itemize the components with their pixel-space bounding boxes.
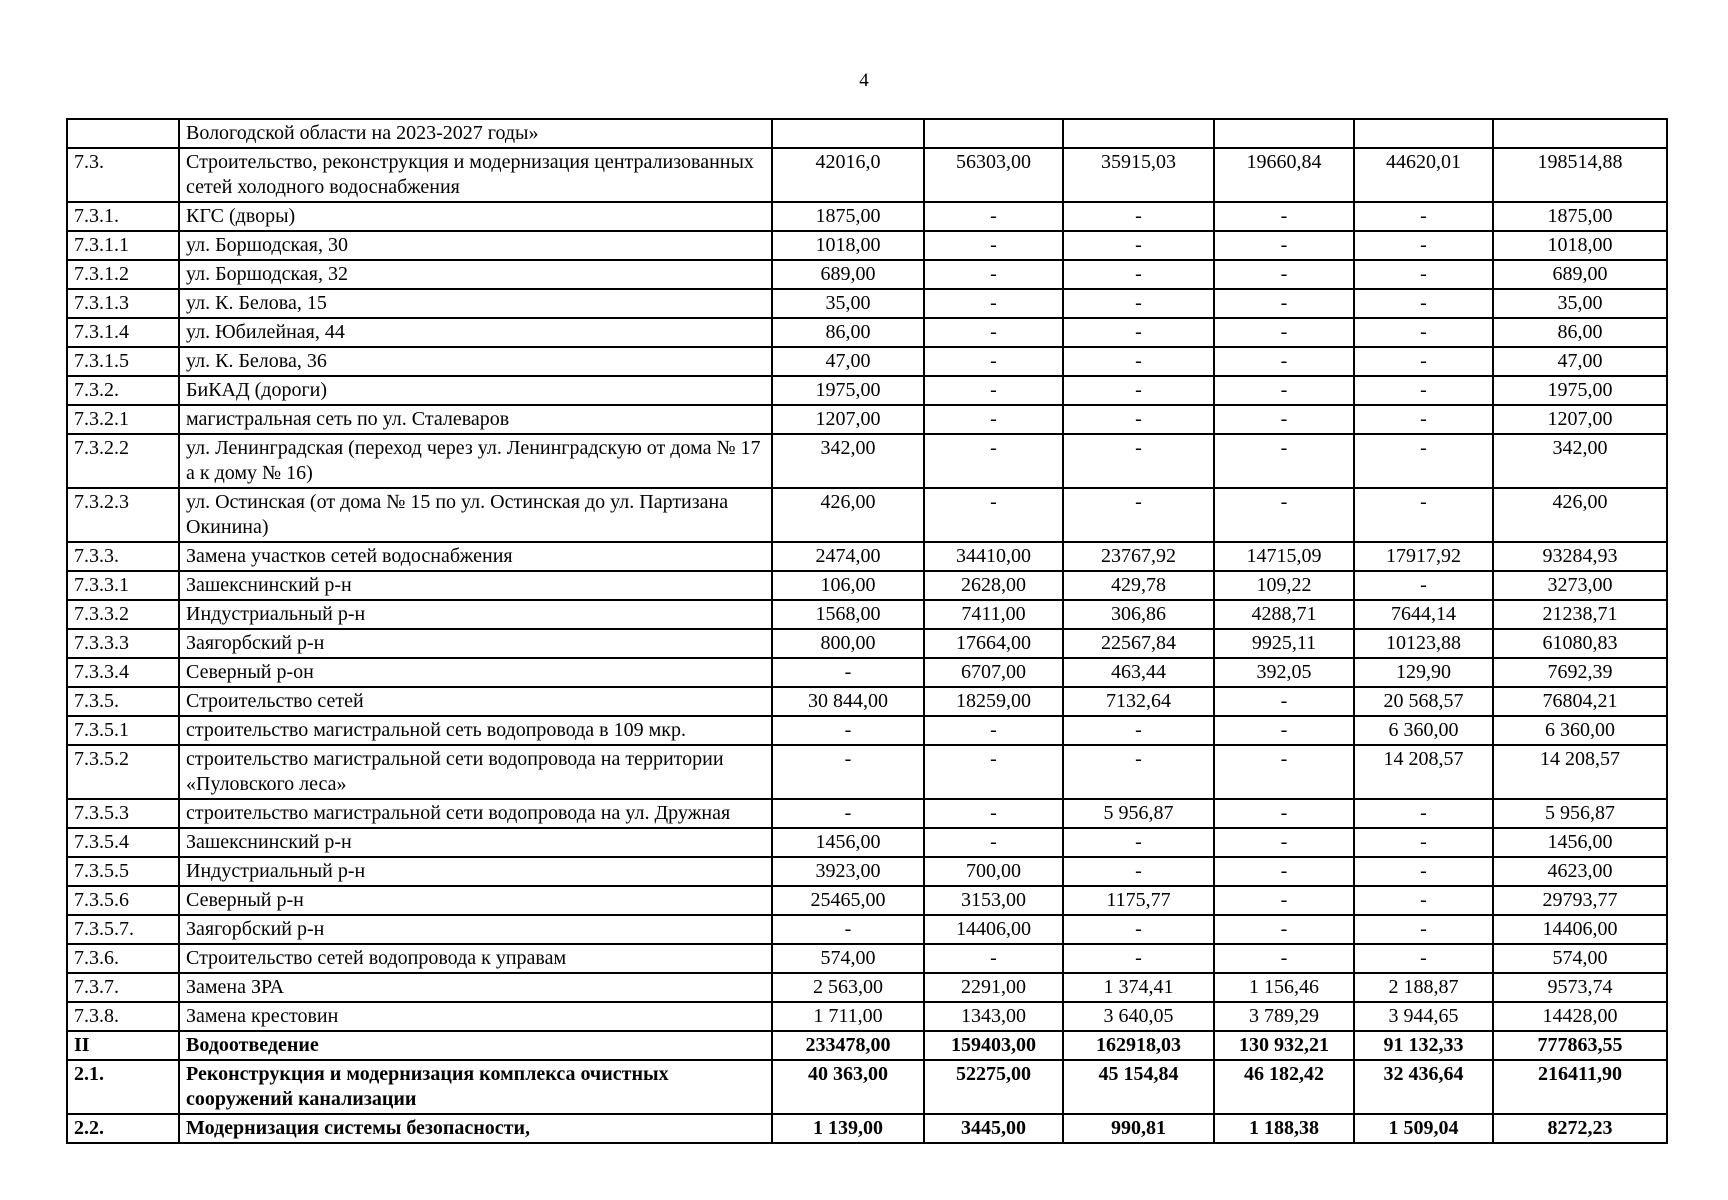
table-row — [67, 1114, 1667, 1143]
row-number-cell: 7.3.3.1 — [67, 571, 179, 600]
value-cell: 14428,00 — [1493, 1002, 1667, 1031]
value-cell: - — [1354, 231, 1493, 260]
value-cell: 3273,00 — [1493, 571, 1667, 600]
value-cell: 2 563,00 — [772, 973, 924, 1002]
row-number-cell: 7.3.1.2 — [67, 260, 179, 289]
row-name-cell: ул. Боршодская, 32 — [179, 260, 772, 289]
value-cell: 3153,00 — [924, 886, 1063, 915]
table-row — [67, 231, 1667, 260]
table-row — [67, 571, 1667, 600]
value-cell: 1 374,41 — [1063, 973, 1214, 1002]
row-name-cell: Строительство, реконструкция и модернизация централизованных сетей холодного водоснабжения — [179, 148, 772, 202]
row-number-cell: 7.3.2.2 — [67, 434, 179, 488]
row-number-cell: 7.3.5.6 — [67, 886, 179, 915]
value-cell: 86,00 — [1493, 318, 1667, 347]
value-cell: 3 944,65 — [1354, 1002, 1493, 1031]
table-row — [67, 716, 1667, 745]
value-cell: 3 789,29 — [1214, 1002, 1354, 1031]
value-cell: - — [1063, 405, 1214, 434]
value-cell: 9925,11 — [1214, 629, 1354, 658]
value-cell: 6 360,00 — [1493, 716, 1667, 745]
value-cell: 2 188,87 — [1354, 973, 1493, 1002]
value-cell: 1875,00 — [772, 202, 924, 231]
value-cell: 6 360,00 — [1354, 716, 1493, 745]
value-cell: - — [772, 915, 924, 944]
value-cell: 1018,00 — [772, 231, 924, 260]
value-cell: - — [1063, 716, 1214, 745]
value-cell: 32 436,64 — [1354, 1060, 1493, 1114]
value-cell — [1354, 119, 1493, 148]
row-name-cell: ул. Остинская (от дома № 15 по ул. Остинская до ул. Партизана Окинина) — [179, 488, 772, 542]
value-cell: 392,05 — [1214, 658, 1354, 687]
value-cell: 426,00 — [1493, 488, 1667, 542]
value-cell: - — [1214, 886, 1354, 915]
value-cell: 777863,55 — [1493, 1031, 1667, 1060]
table-row — [67, 973, 1667, 1002]
value-cell: 29793,77 — [1493, 886, 1667, 915]
value-cell: - — [1354, 405, 1493, 434]
value-cell: - — [924, 745, 1063, 799]
row-number-cell: II — [67, 1031, 179, 1060]
row-number-cell: 7.3.5.5 — [67, 857, 179, 886]
table-row — [67, 289, 1667, 318]
value-cell: 1 139,00 — [772, 1114, 924, 1143]
value-cell: 47,00 — [1493, 347, 1667, 376]
row-number-cell: 7.3.1.3 — [67, 289, 179, 318]
table-row — [67, 347, 1667, 376]
value-cell: 8272,23 — [1493, 1114, 1667, 1143]
value-cell: 1975,00 — [1493, 376, 1667, 405]
row-number-cell: 7.3.1.5 — [67, 347, 179, 376]
value-cell: - — [1354, 260, 1493, 289]
value-cell: 130 932,21 — [1214, 1031, 1354, 1060]
value-cell: 19660,84 — [1214, 148, 1354, 202]
value-cell: 1568,00 — [772, 600, 924, 629]
value-cell: - — [1354, 347, 1493, 376]
table-row — [67, 799, 1667, 828]
value-cell: 35915,03 — [1063, 148, 1214, 202]
value-cell: 10123,88 — [1354, 629, 1493, 658]
value-cell: 689,00 — [772, 260, 924, 289]
value-cell: - — [924, 434, 1063, 488]
value-cell: - — [924, 231, 1063, 260]
value-cell: 700,00 — [924, 857, 1063, 886]
value-cell: - — [1354, 571, 1493, 600]
row-number-cell: 7.3.2.1 — [67, 405, 179, 434]
value-cell: 1 156,46 — [1214, 973, 1354, 1002]
value-cell: 1207,00 — [1493, 405, 1667, 434]
value-cell: 342,00 — [1493, 434, 1667, 488]
value-cell: - — [924, 318, 1063, 347]
row-name-cell: строительство магистральной сети водопровода на ул. Дружная — [179, 799, 772, 828]
value-cell: - — [1063, 434, 1214, 488]
table-row — [67, 318, 1667, 347]
page-number: 4 — [859, 70, 869, 91]
value-cell: 1456,00 — [1493, 828, 1667, 857]
value-cell: - — [1214, 915, 1354, 944]
value-cell: 574,00 — [1493, 944, 1667, 973]
row-number-cell: 7.3.5. — [67, 687, 179, 716]
value-cell: - — [1354, 318, 1493, 347]
value-cell: 1975,00 — [772, 376, 924, 405]
row-name-cell: Заягорбский р-н — [179, 629, 772, 658]
value-cell: 21238,71 — [1493, 600, 1667, 629]
value-cell: - — [1063, 488, 1214, 542]
value-cell: - — [1354, 202, 1493, 231]
table-row — [67, 1031, 1667, 1060]
value-cell: 1343,00 — [924, 1002, 1063, 1031]
value-cell: - — [1063, 915, 1214, 944]
value-cell: 22567,84 — [1063, 629, 1214, 658]
row-number-cell: 2.1. — [67, 1060, 179, 1114]
value-cell: - — [1063, 202, 1214, 231]
value-cell: 233478,00 — [772, 1031, 924, 1060]
row-number-cell: 7.3.2.3 — [67, 488, 179, 542]
value-cell: 35,00 — [772, 289, 924, 318]
value-cell: - — [772, 745, 924, 799]
value-cell: - — [1354, 799, 1493, 828]
value-cell: 162918,03 — [1063, 1031, 1214, 1060]
row-number-cell: 7.3.3.4 — [67, 658, 179, 687]
table-row — [67, 434, 1667, 488]
value-cell: - — [924, 376, 1063, 405]
table-row — [67, 944, 1667, 973]
row-name-cell: ул. Боршодская, 30 — [179, 231, 772, 260]
value-cell: - — [924, 405, 1063, 434]
value-cell: 1 711,00 — [772, 1002, 924, 1031]
row-name-cell: Заягорбский р-н — [179, 915, 772, 944]
value-cell: 342,00 — [772, 434, 924, 488]
table-row — [67, 202, 1667, 231]
row-name-cell: ул. К. Белова, 15 — [179, 289, 772, 318]
table-row — [67, 488, 1667, 542]
row-number-cell: 7.3.1.1 — [67, 231, 179, 260]
table-row — [67, 658, 1667, 687]
value-cell: - — [1214, 745, 1354, 799]
value-cell: 17917,92 — [1354, 542, 1493, 571]
value-cell: 20 568,57 — [1354, 687, 1493, 716]
value-cell: 40 363,00 — [772, 1060, 924, 1114]
value-cell: 14 208,57 — [1354, 745, 1493, 799]
value-cell: 990,81 — [1063, 1114, 1214, 1143]
value-cell: - — [1214, 202, 1354, 231]
value-cell: 52275,00 — [924, 1060, 1063, 1114]
value-cell: 1207,00 — [772, 405, 924, 434]
value-cell: 574,00 — [772, 944, 924, 973]
table-row — [67, 600, 1667, 629]
value-cell — [924, 119, 1063, 148]
value-cell: - — [1214, 405, 1354, 434]
row-name-cell: Замена участков сетей водоснабжения — [179, 542, 772, 571]
row-number-cell: 7.3.7. — [67, 973, 179, 1002]
row-number-cell: 7.3.3.2 — [67, 600, 179, 629]
row-number-cell: 7.3.5.3 — [67, 799, 179, 828]
value-cell: 14406,00 — [924, 915, 1063, 944]
row-name-cell: Индустриальный р-н — [179, 857, 772, 886]
value-cell: 3445,00 — [924, 1114, 1063, 1143]
value-cell — [1063, 119, 1214, 148]
value-cell: - — [1063, 944, 1214, 973]
value-cell: - — [1063, 347, 1214, 376]
row-number-cell: 7.3.3. — [67, 542, 179, 571]
value-cell: 7132,64 — [1063, 687, 1214, 716]
value-cell: 5 956,87 — [1063, 799, 1214, 828]
row-name-cell: Строительство сетей водопровода к управам — [179, 944, 772, 973]
value-cell: 109,22 — [1214, 571, 1354, 600]
value-cell: 3923,00 — [772, 857, 924, 886]
row-name-cell: КГС (дворы) — [179, 202, 772, 231]
value-cell: 1 509,04 — [1354, 1114, 1493, 1143]
value-cell: - — [1214, 687, 1354, 716]
value-cell: 5 956,87 — [1493, 799, 1667, 828]
value-cell: - — [1354, 828, 1493, 857]
table-row — [67, 1002, 1667, 1031]
row-number-cell: 7.3. — [67, 148, 179, 202]
value-cell: - — [772, 658, 924, 687]
row-number-cell: 7.3.8. — [67, 1002, 179, 1031]
value-cell: 2474,00 — [772, 542, 924, 571]
value-cell: - — [1214, 716, 1354, 745]
value-cell: 159403,00 — [924, 1031, 1063, 1060]
value-cell: 463,44 — [1063, 658, 1214, 687]
value-cell: - — [1354, 944, 1493, 973]
value-cell: - — [772, 716, 924, 745]
value-cell: - — [1063, 828, 1214, 857]
value-cell: - — [1214, 376, 1354, 405]
value-cell: - — [1214, 799, 1354, 828]
value-cell: - — [1354, 886, 1493, 915]
value-cell: - — [1063, 745, 1214, 799]
value-cell: - — [1354, 289, 1493, 318]
value-cell: 34410,00 — [924, 542, 1063, 571]
value-cell: 7692,39 — [1493, 658, 1667, 687]
value-cell: 306,86 — [1063, 600, 1214, 629]
value-cell: 14 208,57 — [1493, 745, 1667, 799]
row-name-cell: Замена крестовин — [179, 1002, 772, 1031]
table-row — [67, 148, 1667, 202]
value-cell: - — [1063, 376, 1214, 405]
row-name-cell: магистральная сеть по ул. Сталеваров — [179, 405, 772, 434]
value-cell: 1 188,38 — [1214, 1114, 1354, 1143]
value-cell: 6707,00 — [924, 658, 1063, 687]
value-cell: - — [1214, 347, 1354, 376]
value-cell: - — [924, 716, 1063, 745]
value-cell: - — [1214, 434, 1354, 488]
table-row — [67, 542, 1667, 571]
row-number-cell — [67, 119, 179, 148]
row-name-cell: ул. К. Белова, 36 — [179, 347, 772, 376]
row-number-cell: 7.3.3.3 — [67, 629, 179, 658]
value-cell — [1493, 119, 1667, 148]
value-cell: - — [924, 260, 1063, 289]
value-cell: - — [1354, 857, 1493, 886]
value-cell: 42016,0 — [772, 148, 924, 202]
table-row — [67, 828, 1667, 857]
value-cell: - — [924, 799, 1063, 828]
value-cell: 23767,92 — [1063, 542, 1214, 571]
table-body — [67, 119, 1667, 1143]
value-cell: 14406,00 — [1493, 915, 1667, 944]
table-row — [67, 745, 1667, 799]
value-cell: 198514,88 — [1493, 148, 1667, 202]
value-cell: 1175,77 — [1063, 886, 1214, 915]
value-cell: - — [1354, 915, 1493, 944]
value-cell: - — [1214, 828, 1354, 857]
value-cell: 129,90 — [1354, 658, 1493, 687]
value-cell: 2291,00 — [924, 973, 1063, 1002]
row-number-cell: 7.3.1.4 — [67, 318, 179, 347]
value-cell: - — [1214, 944, 1354, 973]
row-number-cell: 7.3.2. — [67, 376, 179, 405]
value-cell: 7411,00 — [924, 600, 1063, 629]
table-row — [67, 915, 1667, 944]
value-cell: 86,00 — [772, 318, 924, 347]
value-cell: 44620,01 — [1354, 148, 1493, 202]
value-cell: - — [1214, 318, 1354, 347]
value-cell: 3 640,05 — [1063, 1002, 1214, 1031]
value-cell: 30 844,00 — [772, 687, 924, 716]
value-cell: 1018,00 — [1493, 231, 1667, 260]
value-cell: - — [924, 347, 1063, 376]
value-cell: - — [1063, 318, 1214, 347]
row-name-cell: строительство магистральной сеть водопровода в 109 мкр. — [179, 716, 772, 745]
row-name-cell: Северный р-н — [179, 886, 772, 915]
row-name-cell: Вологодской области на 2023-2027 годы» — [179, 119, 772, 148]
value-cell: 56303,00 — [924, 148, 1063, 202]
value-cell: 35,00 — [1493, 289, 1667, 318]
value-cell: - — [1214, 289, 1354, 318]
value-cell: 800,00 — [772, 629, 924, 658]
value-cell: 4288,71 — [1214, 600, 1354, 629]
value-cell: 14715,09 — [1214, 542, 1354, 571]
row-number-cell: 7.3.5.1 — [67, 716, 179, 745]
value-cell: - — [1214, 260, 1354, 289]
value-cell: - — [924, 202, 1063, 231]
value-cell: - — [924, 289, 1063, 318]
row-number-cell: 7.3.1. — [67, 202, 179, 231]
table-row — [67, 886, 1667, 915]
row-name-cell: ул. Юбилейная, 44 — [179, 318, 772, 347]
row-number-cell: 7.3.6. — [67, 944, 179, 973]
value-cell: 9573,74 — [1493, 973, 1667, 1002]
value-cell: 426,00 — [772, 488, 924, 542]
row-number-cell: 7.3.5.2 — [67, 745, 179, 799]
value-cell: - — [1063, 260, 1214, 289]
value-cell: 1456,00 — [772, 828, 924, 857]
value-cell: 216411,90 — [1493, 1060, 1667, 1114]
row-name-cell: Северный р-он — [179, 658, 772, 687]
value-cell: - — [1354, 488, 1493, 542]
table-row — [67, 376, 1667, 405]
row-name-cell: строительство магистральной сети водопровода на территории «Пуловского леса» — [179, 745, 772, 799]
value-cell: - — [1063, 231, 1214, 260]
value-cell: 25465,00 — [772, 886, 924, 915]
value-cell: - — [1214, 488, 1354, 542]
row-name-cell: Строительство сетей — [179, 687, 772, 716]
value-cell: - — [1063, 289, 1214, 318]
value-cell: 47,00 — [772, 347, 924, 376]
value-cell: 91 132,33 — [1354, 1031, 1493, 1060]
value-cell: 46 182,42 — [1214, 1060, 1354, 1114]
table-row — [67, 119, 1667, 148]
value-cell: - — [1214, 231, 1354, 260]
value-cell: - — [1354, 434, 1493, 488]
value-cell: 45 154,84 — [1063, 1060, 1214, 1114]
row-name-cell: БиКАД (дороги) — [179, 376, 772, 405]
row-name-cell: Модернизация системы безопасности, — [179, 1114, 772, 1143]
row-name-cell: Реконструкция и модернизация комплекса очистных сооружений канализации — [179, 1060, 772, 1114]
value-cell: 18259,00 — [924, 687, 1063, 716]
value-cell: 1875,00 — [1493, 202, 1667, 231]
value-cell — [1214, 119, 1354, 148]
value-cell: 61080,83 — [1493, 629, 1667, 658]
table-row — [67, 687, 1667, 716]
financing-table — [66, 118, 1668, 1144]
value-cell: 106,00 — [772, 571, 924, 600]
value-cell: - — [1354, 376, 1493, 405]
table-row — [67, 629, 1667, 658]
value-cell — [772, 119, 924, 148]
value-cell: 7644,14 — [1354, 600, 1493, 629]
row-number-cell: 2.2. — [67, 1114, 179, 1143]
row-name-cell: ул. Ленинградская (переход через ул. Ленинградскую от дома № 17 а к дому № 16) — [179, 434, 772, 488]
value-cell: 689,00 — [1493, 260, 1667, 289]
table-row — [67, 1060, 1667, 1114]
value-cell: 4623,00 — [1493, 857, 1667, 886]
value-cell: 17664,00 — [924, 629, 1063, 658]
row-name-cell: Зашекснинский р-н — [179, 828, 772, 857]
row-name-cell: Замена ЗРА — [179, 973, 772, 1002]
row-name-cell: Зашекснинский р-н — [179, 571, 772, 600]
value-cell: 93284,93 — [1493, 542, 1667, 571]
table-row — [67, 857, 1667, 886]
value-cell: 76804,21 — [1493, 687, 1667, 716]
row-name-cell: Индустриальный р-н — [179, 600, 772, 629]
value-cell: 429,78 — [1063, 571, 1214, 600]
value-cell: - — [772, 799, 924, 828]
value-cell: - — [924, 488, 1063, 542]
row-number-cell: 7.3.5.7. — [67, 915, 179, 944]
row-number-cell: 7.3.5.4 — [67, 828, 179, 857]
value-cell: - — [1063, 857, 1214, 886]
value-cell: - — [1214, 857, 1354, 886]
table-row — [67, 260, 1667, 289]
value-cell: 2628,00 — [924, 571, 1063, 600]
table-row — [67, 405, 1667, 434]
value-cell: - — [924, 944, 1063, 973]
row-name-cell: Водоотведение — [179, 1031, 772, 1060]
value-cell: - — [924, 828, 1063, 857]
